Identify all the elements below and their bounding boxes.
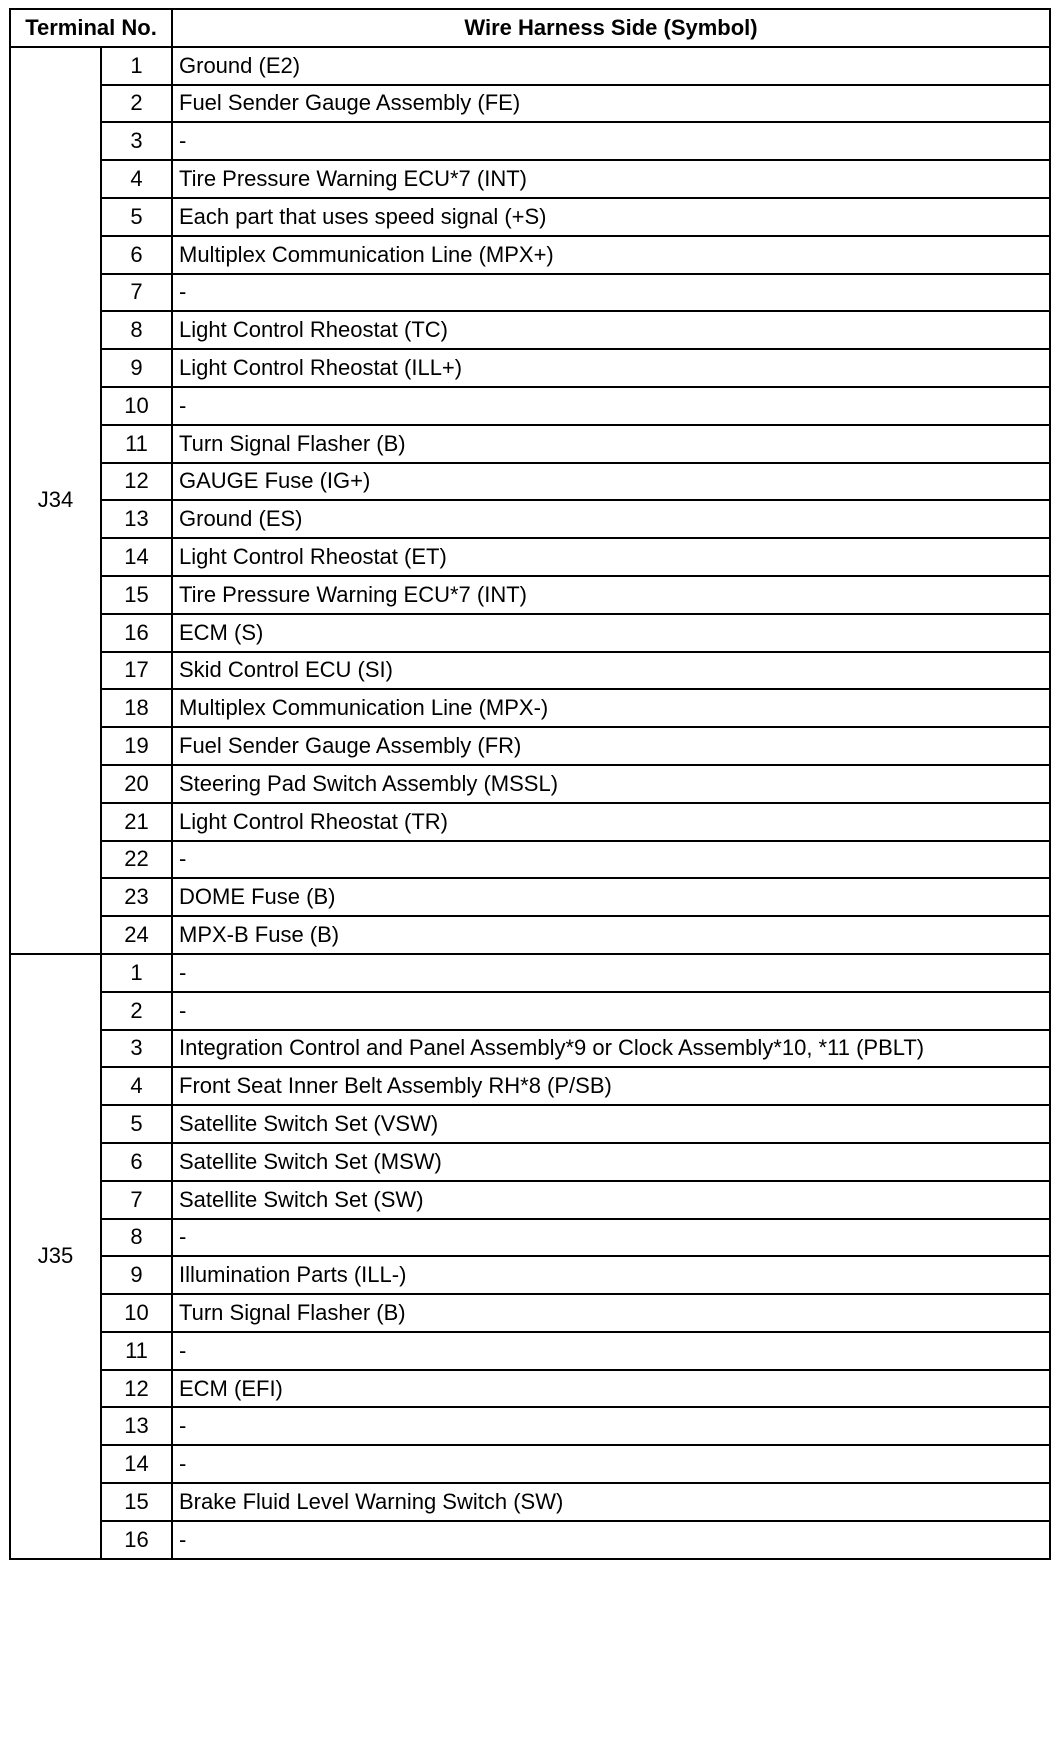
- wire-harness-cell: Fuel Sender Gauge Assembly (FE): [172, 85, 1050, 123]
- table-row: [10, 463, 1050, 501]
- wire-harness-cell: Tire Pressure Warning ECU*7 (INT): [172, 160, 1050, 198]
- connector-cell: J35: [10, 954, 101, 1559]
- wire-harness-cell: Front Seat Inner Belt Assembly RH*8 (P/SB): [172, 1067, 1050, 1105]
- terminal-number-cell: 8: [101, 311, 172, 349]
- table-row: [10, 1219, 1050, 1257]
- terminal-number-cell: 2: [101, 992, 172, 1030]
- terminal-number-cell: 16: [101, 1521, 172, 1559]
- wire-harness-cell: Light Control Rheostat (ILL+): [172, 349, 1050, 387]
- terminal-number-cell: 6: [101, 1143, 172, 1181]
- table-row: [10, 803, 1050, 841]
- terminal-number-cell: 6: [101, 236, 172, 274]
- terminal-number-cell: 4: [101, 160, 172, 198]
- terminal-number-cell: 18: [101, 689, 172, 727]
- terminal-number-cell: 14: [101, 1445, 172, 1483]
- table-row: [10, 425, 1050, 463]
- terminal-number-cell: 9: [101, 349, 172, 387]
- wire-harness-cell: Multiplex Communication Line (MPX-): [172, 689, 1050, 727]
- wire-harness-cell: DOME Fuse (B): [172, 878, 1050, 916]
- terminal-number-cell: 11: [101, 1332, 172, 1370]
- terminal-number-cell: 15: [101, 576, 172, 614]
- wire-harness-cell: Tire Pressure Warning ECU*7 (INT): [172, 576, 1050, 614]
- table-row: [10, 614, 1050, 652]
- terminal-number-cell: 7: [101, 1181, 172, 1219]
- table-row: [10, 1105, 1050, 1143]
- table-row: [10, 1332, 1050, 1370]
- wire-harness-cell: Satellite Switch Set (MSW): [172, 1143, 1050, 1181]
- table-row: [10, 1143, 1050, 1181]
- terminal-number-cell: 15: [101, 1483, 172, 1521]
- terminal-table-container: [9, 8, 1051, 1560]
- table-row: [10, 1521, 1050, 1559]
- terminal-number-cell: 13: [101, 1407, 172, 1445]
- terminal-number-cell: 9: [101, 1256, 172, 1294]
- table-row: [10, 85, 1050, 123]
- terminal-no-header: Terminal No.: [10, 9, 172, 47]
- table-row: [10, 992, 1050, 1030]
- connector-cell: J34: [10, 47, 101, 954]
- terminal-number-cell: 21: [101, 803, 172, 841]
- table-header-row: [10, 9, 1050, 47]
- wire-harness-cell: Skid Control ECU (SI): [172, 652, 1050, 690]
- wire-harness-cell: Light Control Rheostat (ET): [172, 538, 1050, 576]
- terminal-number-cell: 19: [101, 727, 172, 765]
- terminal-number-cell: 14: [101, 538, 172, 576]
- wire-harness-cell: -: [172, 387, 1050, 425]
- terminal-number-cell: 4: [101, 1067, 172, 1105]
- table-row: [10, 387, 1050, 425]
- wire-harness-cell: -: [172, 122, 1050, 160]
- terminal-number-cell: 10: [101, 1294, 172, 1332]
- wire-harness-cell: Satellite Switch Set (VSW): [172, 1105, 1050, 1143]
- wire-harness-header: Wire Harness Side (Symbol): [172, 9, 1050, 47]
- wire-harness-cell: -: [172, 841, 1050, 879]
- table-row: [10, 1407, 1050, 1445]
- wire-harness-cell: ECM (EFI): [172, 1370, 1050, 1408]
- table-row: [10, 122, 1050, 160]
- wire-harness-cell: GAUGE Fuse (IG+): [172, 463, 1050, 501]
- terminal-number-cell: 1: [101, 954, 172, 992]
- terminal-number-cell: 3: [101, 122, 172, 160]
- wire-harness-cell: -: [172, 274, 1050, 312]
- table-row: [10, 47, 1050, 85]
- terminal-number-cell: 20: [101, 765, 172, 803]
- table-body: [10, 47, 1050, 1559]
- wire-harness-cell: -: [172, 1332, 1050, 1370]
- terminal-number-cell: 10: [101, 387, 172, 425]
- table-row: [10, 727, 1050, 765]
- table-row: [10, 274, 1050, 312]
- table-row: [10, 1030, 1050, 1068]
- terminal-number-cell: 22: [101, 841, 172, 879]
- terminal-number-cell: 12: [101, 1370, 172, 1408]
- table-row: [10, 198, 1050, 236]
- wire-harness-cell: Steering Pad Switch Assembly (MSSL): [172, 765, 1050, 803]
- wire-harness-cell: Multiplex Communication Line (MPX+): [172, 236, 1050, 274]
- terminal-number-cell: 17: [101, 652, 172, 690]
- wire-harness-cell: Turn Signal Flasher (B): [172, 1294, 1050, 1332]
- terminal-number-cell: 11: [101, 425, 172, 463]
- table-row: [10, 1483, 1050, 1521]
- table-row: [10, 311, 1050, 349]
- terminal-number-cell: 12: [101, 463, 172, 501]
- wire-harness-cell: Each part that uses speed signal (+S): [172, 198, 1050, 236]
- wire-harness-cell: Integration Control and Panel Assembly*9 or Clock Assembly*10, *11 (PBLT): [172, 1030, 1050, 1068]
- table-row: [10, 1294, 1050, 1332]
- terminal-number-cell: 5: [101, 1105, 172, 1143]
- table-row: [10, 1256, 1050, 1294]
- wire-harness-cell: Brake Fluid Level Warning Switch (SW): [172, 1483, 1050, 1521]
- table-row: [10, 652, 1050, 690]
- terminal-number-cell: 1: [101, 47, 172, 85]
- wire-harness-cell: Illumination Parts (ILL-): [172, 1256, 1050, 1294]
- wire-harness-cell: Ground (ES): [172, 500, 1050, 538]
- wire-harness-cell: -: [172, 992, 1050, 1030]
- wire-harness-cell: -: [172, 1219, 1050, 1257]
- table-row: [10, 500, 1050, 538]
- wire-harness-cell: Fuel Sender Gauge Assembly (FR): [172, 727, 1050, 765]
- table-row: [10, 236, 1050, 274]
- table-row: [10, 916, 1050, 954]
- table-row: [10, 1370, 1050, 1408]
- terminal-table: [9, 8, 1051, 1560]
- terminal-number-cell: 24: [101, 916, 172, 954]
- table-row: [10, 1067, 1050, 1105]
- terminal-number-cell: 23: [101, 878, 172, 916]
- wire-harness-cell: MPX-B Fuse (B): [172, 916, 1050, 954]
- wire-harness-cell: ECM (S): [172, 614, 1050, 652]
- wire-harness-cell: Light Control Rheostat (TR): [172, 803, 1050, 841]
- table-row: [10, 878, 1050, 916]
- terminal-number-cell: 13: [101, 500, 172, 538]
- table-row: [10, 1445, 1050, 1483]
- table-row: [10, 954, 1050, 992]
- wire-harness-cell: Ground (E2): [172, 47, 1050, 85]
- table-row: [10, 1181, 1050, 1219]
- terminal-number-cell: 5: [101, 198, 172, 236]
- table-row: [10, 160, 1050, 198]
- wire-harness-cell: Satellite Switch Set (SW): [172, 1181, 1050, 1219]
- table-row: [10, 538, 1050, 576]
- wire-harness-cell: -: [172, 1445, 1050, 1483]
- wire-harness-cell: -: [172, 954, 1050, 992]
- terminal-number-cell: 2: [101, 85, 172, 123]
- table-row: [10, 689, 1050, 727]
- table-row: [10, 765, 1050, 803]
- wire-harness-cell: -: [172, 1407, 1050, 1445]
- terminal-number-cell: 7: [101, 274, 172, 312]
- table-row: [10, 841, 1050, 879]
- terminal-number-cell: 3: [101, 1030, 172, 1068]
- table-row: [10, 349, 1050, 387]
- wire-harness-cell: Turn Signal Flasher (B): [172, 425, 1050, 463]
- wire-harness-cell: Light Control Rheostat (TC): [172, 311, 1050, 349]
- terminal-number-cell: 16: [101, 614, 172, 652]
- table-row: [10, 576, 1050, 614]
- wire-harness-cell: -: [172, 1521, 1050, 1559]
- terminal-number-cell: 8: [101, 1219, 172, 1257]
